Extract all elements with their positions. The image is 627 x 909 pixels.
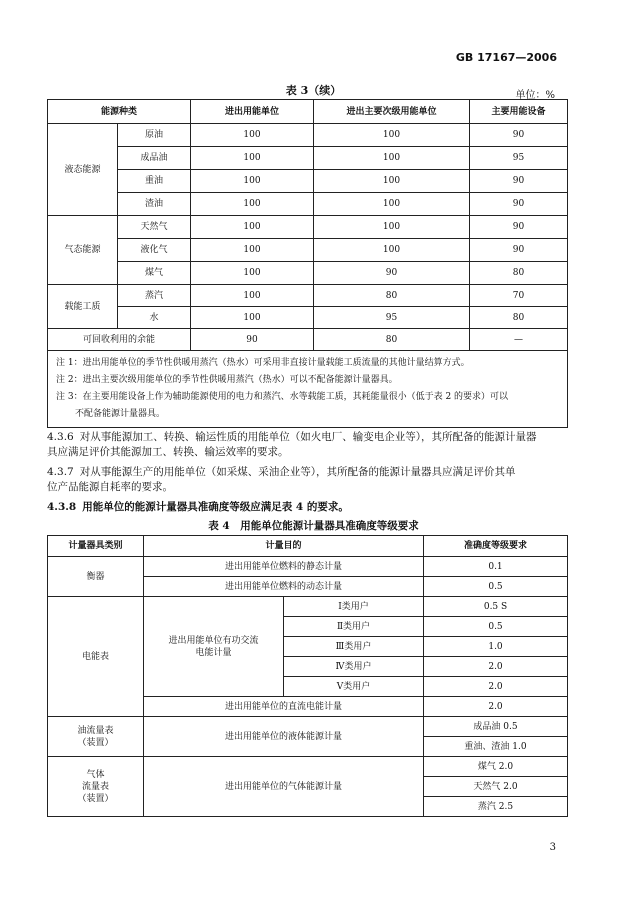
- clause-number: 4.3.6: [47, 431, 74, 443]
- grade-cell: 1.0: [424, 637, 568, 657]
- cell-value: 90: [314, 262, 470, 285]
- cell-value: 100: [314, 147, 470, 170]
- standard-number: GB 17167—2006: [455, 51, 557, 64]
- row-label-recovery: 可回收利用的余能: [48, 329, 191, 351]
- category-gas-line2: 流量表: [81, 781, 109, 792]
- cell-value: 100: [314, 239, 470, 262]
- table-row: [48, 597, 568, 617]
- header-secondary-unit: 进出主要次级用能单位: [314, 100, 470, 124]
- cell-value: 80: [314, 285, 470, 307]
- note-2: 注 2：进出主要次级用能单位的季节性供暖用蒸汽（热水）可以不配备能源计量器具。: [56, 375, 398, 385]
- grade-cell: 煤气 2.0: [424, 757, 568, 777]
- table-row: [48, 757, 568, 777]
- category-gas-line1: 气体: [86, 769, 105, 780]
- user-class: Ⅰ类用户: [284, 597, 424, 617]
- cell-value: 100: [314, 216, 470, 239]
- row-label: 重油: [118, 170, 191, 193]
- row-label: 渣油: [118, 193, 191, 216]
- note-3: 注 3：在主要用能设备上作为辅助能源使用的电力和蒸汽、水等载能工质，其耗能量很小（低于表 2 的要求）可以: [56, 392, 509, 402]
- cell-value: 100: [191, 147, 314, 170]
- paragraph-4-3-7: [47, 465, 567, 495]
- purpose-ac: [144, 597, 284, 697]
- header-unit: 进出用能单位: [191, 100, 314, 124]
- group-carrier: 载能工质: [48, 285, 118, 329]
- category-oil-line1: 油流量表: [77, 725, 114, 736]
- cell-value: 100: [191, 307, 314, 329]
- user-class: Ⅲ类用户: [284, 637, 424, 657]
- grade-cell: 0.5: [424, 577, 568, 597]
- cell-value: 90: [470, 124, 568, 147]
- table-row: [48, 717, 568, 737]
- purpose-cell: 进出用能单位燃料的动态计量: [144, 577, 424, 597]
- table3-unit: 单位：%: [515, 90, 555, 101]
- row-label: 成品油: [118, 147, 191, 170]
- user-class: Ⅴ类用户: [284, 677, 424, 697]
- row-label: 蒸汽: [118, 285, 191, 307]
- cell-value: —: [470, 329, 568, 351]
- purpose-ac-line1: 进出用能单位有功交流: [168, 635, 259, 646]
- category-gas-line3: （装置）: [77, 793, 114, 804]
- paragraph-text: 位产品能源自耗率的要求。: [47, 481, 173, 493]
- header-grade: 准确度等级要求: [424, 536, 568, 557]
- paragraph-4-3-6: [47, 430, 567, 460]
- clause-number: 4.3.8: [47, 501, 77, 513]
- grade-cell: 蒸汽 2.5: [424, 797, 568, 817]
- table3-notes: [48, 351, 568, 428]
- table-row: [48, 124, 568, 147]
- cell-value: 95: [314, 307, 470, 329]
- purpose-cell: 进出用能单位的直流电能计量: [144, 697, 424, 717]
- header-energy-type: 能源种类: [48, 100, 191, 124]
- grade-cell: 成品油 0.5: [424, 717, 568, 737]
- cell-value: 100: [191, 124, 314, 147]
- page-number: 3: [549, 842, 556, 853]
- clause-number: 4.3.7: [47, 466, 74, 478]
- row-label: 煤气: [118, 262, 191, 285]
- row-label: 液化气: [118, 239, 191, 262]
- group-liquid: 液态能源: [48, 124, 118, 216]
- paragraph-text: 对从事能源加工、转换、输运性质的用能单位（如火电厂、输变电企业等），其所配备的能源计量器: [79, 431, 537, 443]
- cell-value: 80: [314, 329, 470, 351]
- grade-cell: 2.0: [424, 697, 568, 717]
- cell-value: 100: [314, 170, 470, 193]
- paragraph-text: 对从事能源生产的用能单位（如采煤、采油企业等），其所配备的能源计量器具应满足评价其单: [79, 466, 516, 478]
- table-row: [48, 557, 568, 577]
- header-purpose: 计量目的: [144, 536, 424, 557]
- table-row: [48, 147, 568, 170]
- row-label: 水: [118, 307, 191, 329]
- grade-cell: 天然气 2.0: [424, 777, 568, 797]
- note-3-cont: 不配备能源计量器具。: [75, 409, 166, 419]
- cell-value: 90: [470, 170, 568, 193]
- table-3: [47, 99, 568, 428]
- purpose-cell: 进出用能单位燃料的静态计量: [144, 557, 424, 577]
- table4-title: 表 4 用能单位能源计量器具准确度等级要求: [208, 520, 419, 532]
- row-label: 原油: [118, 124, 191, 147]
- cell-value: 100: [191, 262, 314, 285]
- group-gas: 气态能源: [48, 216, 118, 285]
- cell-value: 100: [191, 216, 314, 239]
- cell-value: 90: [470, 193, 568, 216]
- grade-cell: 重油、渣油 1.0: [424, 737, 568, 757]
- table-row: [48, 262, 568, 285]
- cell-value: 80: [470, 307, 568, 329]
- user-class: Ⅳ类用户: [284, 657, 424, 677]
- cell-value: 90: [191, 329, 314, 351]
- note-1: 注 1：进出用能单位的季节性供暖用蒸汽（热水）可采用非直接计量载能工质流量的其他计量结算方式。: [56, 358, 470, 368]
- table-row: [48, 216, 568, 239]
- category-meter: 电能表: [48, 597, 144, 717]
- category-oil-line2: （装置）: [77, 737, 114, 748]
- purpose-cell: 进出用能单位的气体能源计量: [144, 757, 424, 817]
- header-instrument-type: 计量器具类别: [48, 536, 144, 557]
- table-row: [48, 239, 568, 262]
- table-row: [48, 285, 568, 307]
- cell-value: 100: [191, 170, 314, 193]
- purpose-cell: 进出用能单位的液体能源计量: [144, 717, 424, 757]
- category-oil: [48, 717, 144, 757]
- cell-value: 90: [470, 239, 568, 262]
- grade-cell: 0.5 S: [424, 597, 568, 617]
- paragraph-4-3-8: [47, 500, 567, 515]
- user-class: Ⅱ类用户: [284, 617, 424, 637]
- table-row: [48, 170, 568, 193]
- grade-cell: 0.1: [424, 557, 568, 577]
- table-row: [48, 329, 568, 351]
- paragraph-text: 具应满足评价其能源加工、转换、输运效率的要求。: [47, 446, 289, 458]
- header-main-equipment: 主要用能设备: [470, 100, 568, 124]
- table-row: [48, 193, 568, 216]
- row-label: 天然气: [118, 216, 191, 239]
- cell-value: 100: [191, 239, 314, 262]
- grade-cell: 0.5: [424, 617, 568, 637]
- purpose-ac-line2: 电能计量: [195, 647, 232, 658]
- table-4: [47, 535, 568, 817]
- category-gas: [48, 757, 144, 817]
- cell-value: 100: [191, 193, 314, 216]
- cell-value: 95: [470, 147, 568, 170]
- cell-value: 100: [314, 193, 470, 216]
- paragraph-text: 用能单位的能源计量器具准确度等级应满足表 4 的要求。: [82, 501, 349, 513]
- cell-value: 90: [470, 216, 568, 239]
- cell-value: 70: [470, 285, 568, 307]
- grade-cell: 2.0: [424, 677, 568, 697]
- grade-cell: 2.0: [424, 657, 568, 677]
- cell-value: 100: [314, 124, 470, 147]
- cell-value: 100: [191, 285, 314, 307]
- table-row: [48, 307, 568, 329]
- category-scale: 衡器: [48, 557, 144, 597]
- table3-title: 表 3（续）: [285, 84, 342, 97]
- cell-value: 80: [470, 262, 568, 285]
